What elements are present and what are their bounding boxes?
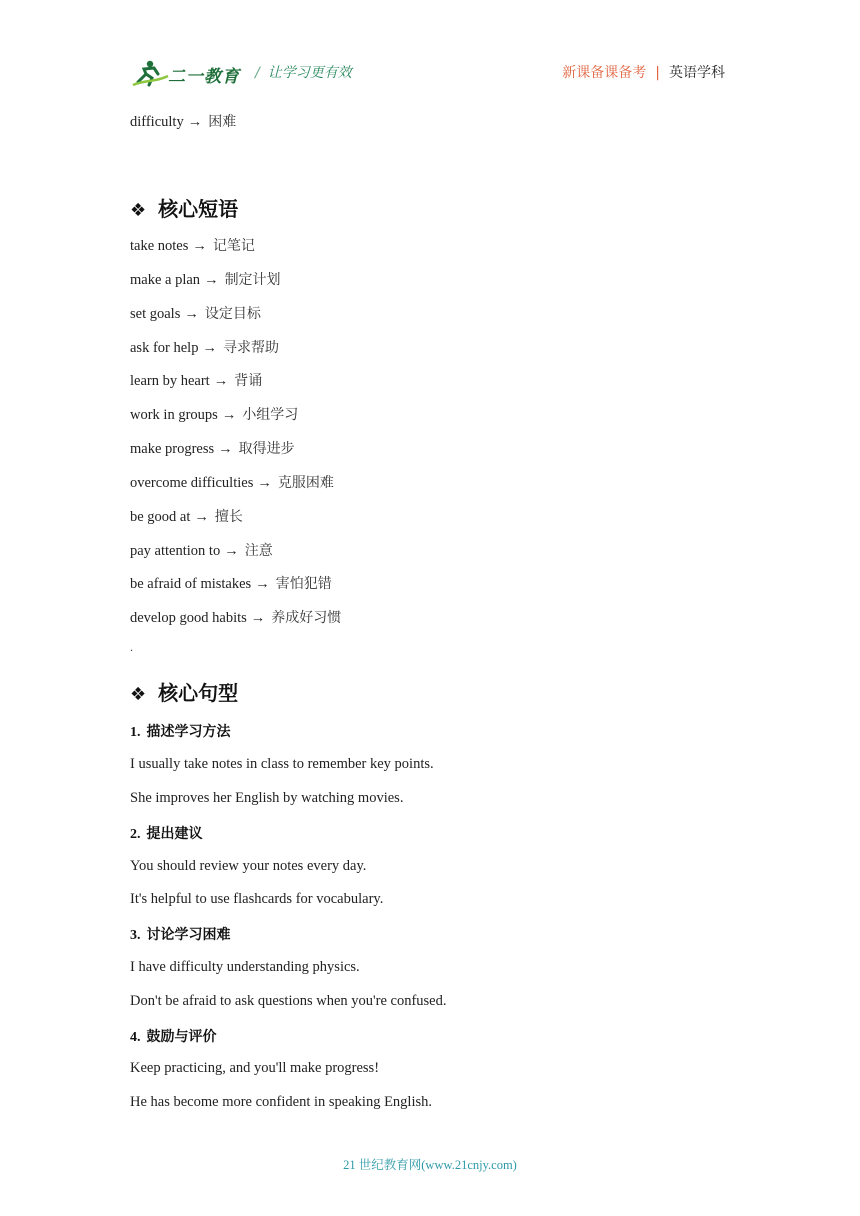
phrase-en: develop good habits bbox=[130, 610, 247, 626]
phrase-row bbox=[130, 609, 341, 627]
phrase-cn: 小组学习 bbox=[242, 407, 299, 423]
phrase-row bbox=[130, 406, 298, 424]
phrase-en: be afraid of mistakes bbox=[130, 576, 252, 592]
vocab-entry bbox=[130, 113, 236, 131]
phrase-en: ask for help bbox=[130, 340, 199, 356]
header-subject-info bbox=[562, 62, 725, 82]
diamond-icon: ❖ bbox=[130, 684, 147, 705]
phrase-en: overcome difficulties bbox=[130, 475, 254, 491]
pattern-number: 4. bbox=[130, 1030, 141, 1045]
pattern-title: 鼓励与评价 bbox=[146, 1029, 217, 1045]
arrow: → bbox=[184, 306, 199, 322]
phrase-row bbox=[130, 372, 262, 390]
phrase-cn: 养成好习惯 bbox=[271, 610, 342, 626]
phrase-en: set goals bbox=[130, 306, 181, 322]
phrase-cn: 害怕犯错 bbox=[275, 576, 332, 592]
phrase-row bbox=[130, 271, 281, 289]
pattern-heading bbox=[130, 721, 231, 741]
section-title-sentences bbox=[130, 677, 238, 706]
phrase-cn: 记笔记 bbox=[212, 238, 255, 254]
arrow: → bbox=[224, 543, 239, 559]
phrase-en: make progress bbox=[130, 441, 215, 457]
phrase-row bbox=[130, 440, 295, 458]
arrow: → bbox=[202, 340, 217, 356]
arrow: → bbox=[213, 373, 229, 389]
phrase-en: work in groups bbox=[130, 407, 218, 423]
example-sentence: You should review your notes every day. bbox=[130, 858, 367, 874]
example-sentence: He has become more confident in speaking English. bbox=[130, 1094, 433, 1110]
pattern-number: 2. bbox=[130, 827, 141, 842]
example-sentence: Don't be afraid to ask questions when you're confused. bbox=[130, 993, 447, 1009]
header-subject: 英语学科 bbox=[669, 65, 725, 81]
pattern-heading bbox=[130, 1026, 217, 1046]
section-title-text: 核心句型 bbox=[158, 681, 239, 705]
phrase-row bbox=[130, 508, 243, 526]
phrase-cn: 取得进步 bbox=[238, 441, 295, 457]
header-tagline: 新课备课备考 bbox=[562, 65, 647, 81]
stray-dot: . bbox=[130, 640, 133, 654]
phrase-en: pay attention to bbox=[130, 543, 221, 559]
section-title-phrases bbox=[130, 193, 238, 222]
vocab-en: difficulty bbox=[130, 114, 184, 130]
page-footer: 21 世纪教育网(www.21cnjy.com) bbox=[343, 1158, 517, 1172]
arrow: → bbox=[255, 576, 270, 592]
example-sentence: It's helpful to use flashcards for vocabulary. bbox=[130, 891, 384, 907]
pattern-heading bbox=[130, 823, 203, 843]
vocab-cn: 困难 bbox=[208, 114, 237, 130]
slogan-text: 让学习更有效 bbox=[267, 65, 352, 81]
page-header bbox=[130, 52, 725, 92]
example-sentence: Keep practicing, and you'll make progress! bbox=[130, 1060, 380, 1076]
arrow: → bbox=[250, 610, 266, 626]
slogan bbox=[255, 62, 352, 82]
header-separator: | bbox=[655, 65, 660, 81]
phrase-row bbox=[130, 474, 334, 492]
arrow: → bbox=[221, 407, 237, 423]
phrase-cn: 背诵 bbox=[234, 373, 263, 389]
phrase-cn: 克服困难 bbox=[277, 475, 334, 491]
phrase-cn: 寻求帮助 bbox=[222, 340, 279, 356]
pattern-number: 3. bbox=[130, 928, 141, 943]
pattern-heading bbox=[130, 924, 231, 944]
arrow: → bbox=[187, 114, 203, 130]
example-sentence: I usually take notes in class to remember key points. bbox=[130, 756, 434, 772]
phrase-row bbox=[130, 339, 279, 357]
runner-icon bbox=[130, 58, 170, 88]
phrase-cn: 设定目标 bbox=[204, 306, 261, 322]
diamond-icon: ❖ bbox=[130, 200, 147, 221]
phrase-en: be good at bbox=[130, 509, 191, 525]
logo-text: 二一教育 bbox=[168, 67, 240, 87]
phrase-row bbox=[130, 575, 332, 593]
phrase-row bbox=[130, 237, 255, 255]
arrow: → bbox=[194, 509, 209, 525]
phrase-en: make a plan bbox=[130, 272, 201, 288]
pattern-number: 1. bbox=[130, 725, 141, 740]
phrase-cn: 制定计划 bbox=[224, 272, 281, 288]
section-title-text: 核心短语 bbox=[158, 197, 239, 221]
slogan-slash: / bbox=[255, 65, 260, 81]
phrase-cn: 注意 bbox=[244, 543, 273, 559]
pattern-title: 提出建议 bbox=[146, 826, 203, 842]
phrase-en: take notes bbox=[130, 238, 189, 254]
arrow: → bbox=[192, 238, 207, 254]
arrow: → bbox=[257, 475, 272, 491]
example-sentence: I have difficulty understanding physics. bbox=[130, 959, 360, 975]
brand-logo bbox=[130, 58, 240, 88]
phrase-en: learn by heart bbox=[130, 373, 210, 389]
phrase-row bbox=[130, 305, 261, 323]
pattern-title: 讨论学习困难 bbox=[146, 927, 231, 943]
phrase-cn: 擅长 bbox=[214, 509, 243, 525]
example-sentence: She improves her English by watching movies. bbox=[130, 790, 404, 806]
arrow: → bbox=[218, 441, 233, 457]
pattern-title: 描述学习方法 bbox=[146, 724, 231, 740]
arrow: → bbox=[204, 272, 219, 288]
phrase-row bbox=[130, 542, 273, 560]
